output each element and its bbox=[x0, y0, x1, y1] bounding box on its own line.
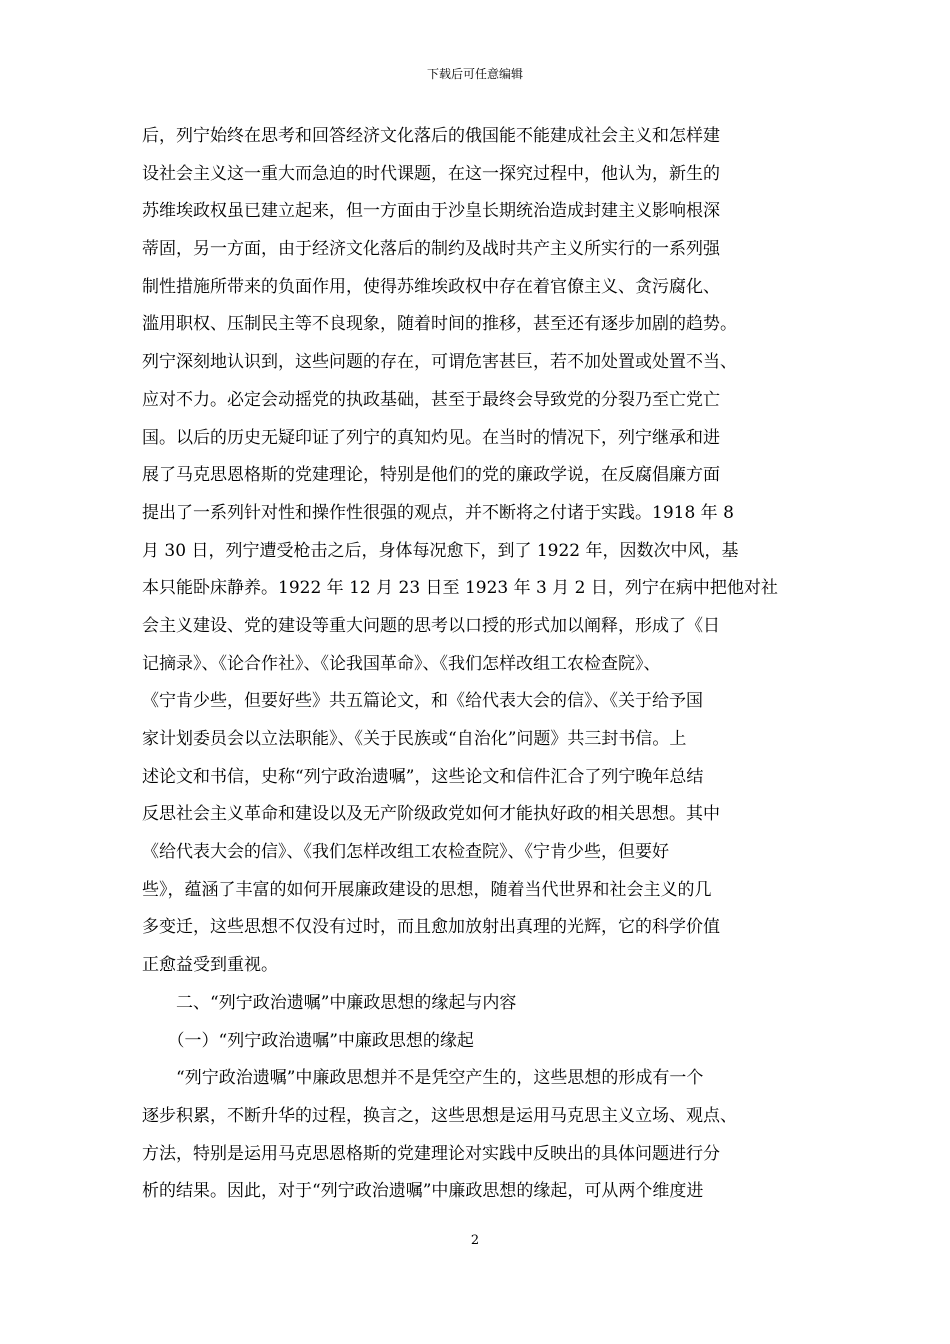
text-line: 滥用职权、压制民主等不良现象，随着时间的推移，甚至还有逐步加剧的趋势。 bbox=[142, 314, 737, 335]
text-line: 方法，特别是运用马克思恩格斯的党建理论对实践中反映出的具体问题进行分 bbox=[142, 1143, 720, 1164]
text-line: 制性措施所带来的负面作用，使得苏维埃政权中存在着官僚主义、贪污腐化、 bbox=[142, 276, 720, 297]
page-number: 2 bbox=[470, 1233, 480, 1248]
text-line: 述论文和书信，史称“列宁政治遗嘱”，这些论文和信件汇合了列宁晚年总结 bbox=[142, 766, 704, 787]
text-line: 二、“列宁政治遗嘱”中廉政思想的缘起与内容 bbox=[142, 992, 517, 1013]
text-line: 本只能卧床静养。1922 年 12 月 23 日至 1923 年 3 月 2 日，列宁在病中把他对社 bbox=[142, 578, 778, 599]
text-line: 蒂固，另一方面，由于经济文化落后的制约及战时共产主义所实行的一系列强 bbox=[142, 239, 720, 260]
text-line: 展了马克思恩格斯的党建理论，特别是他们的党的廉政学说，在反腐倡廉方面 bbox=[142, 465, 720, 486]
document-body bbox=[142, 118, 810, 1211]
text-line: 正愈益受到重视。 bbox=[142, 955, 278, 976]
text-line: 些》，蕴涵了丰富的如何开展廉政建设的思想，随着当代世界和社会主义的几 bbox=[142, 879, 712, 900]
text-line: 应对不力。必定会动摇党的执政基础，甚至于最终会导致党的分裂乃至亡党亡 bbox=[142, 389, 720, 410]
text-line: 《给代表大会的信》、《我们怎样改组工农检查院》、《宁肯少些，但要好 bbox=[142, 842, 669, 863]
text-line: “列宁政治遗嘱”中廉政思想并不是凭空产生的，这些思想的形成有一个 bbox=[142, 1068, 704, 1089]
text-line: 设社会主义这一重大而急迫的时代课题，在这一探究过程中，他认为，新生的 bbox=[142, 163, 720, 184]
text-line: 提出了一系列针对性和操作性很强的观点，并不断将之付诸于实践。1918 年 8 bbox=[142, 502, 734, 523]
text-line: 家计划委员会以立法职能》、《关于民族或“自治化”问题》共三封书信。上 bbox=[142, 729, 687, 749]
text-line: 反思社会主义革命和建设以及无产阶级政党如何才能执好政的相关思想。其中 bbox=[142, 804, 720, 825]
text-line: 国。以后的历史无疑印证了列宁的真知灼见。在当时的情况下，列宁继承和进 bbox=[142, 427, 720, 448]
text-line: 逐步积累，不断升华的过程，换言之，这些思想是运用马克思主义立场、观点、 bbox=[142, 1105, 737, 1126]
text-line: 月 30 日，列宁遭受枪击之后，身体每况愈下，到了 1922 年，因数次中风，基 bbox=[142, 540, 739, 561]
text-line: 后，列宁始终在思考和回答经济文化落后的俄国能不能建成社会主义和怎样建 bbox=[142, 126, 720, 146]
text-line: 多变迁，这些思想不仅没有过时，而且愈加放射出真理的光辉，它的科学价值 bbox=[142, 917, 720, 938]
text-line: 《宁肯少些，但要好些》共五篇论文，和《给代表大会的信》、《关于给予国 bbox=[142, 691, 703, 712]
text-line: （一）“列宁政治遗嘱”中廉政思想的缘起 bbox=[142, 1030, 474, 1051]
text-line: 苏维埃政权虽已建立起来，但一方面由于沙皇长期统治造成封建主义影响根深 bbox=[142, 201, 720, 222]
text-line: 会主义建设、党的建设等重大问题的思考以口授的形式加以阐释，形成了《日 bbox=[142, 615, 720, 636]
text-line: 记摘录》、《论合作社》、《论我国革命》、《我们怎样改组工农检查院》、 bbox=[142, 653, 661, 674]
text-line: 析的结果。因此，对于“列宁政治遗嘱”中廉政思想的缘起，可从两个维度进 bbox=[142, 1181, 704, 1202]
page-header: 下载后可任意编辑 bbox=[426, 67, 523, 81]
text-line: 列宁深刻地认识到，这些问题的存在，可谓危害甚巨，若不加处置或处置不当、 bbox=[142, 352, 737, 373]
